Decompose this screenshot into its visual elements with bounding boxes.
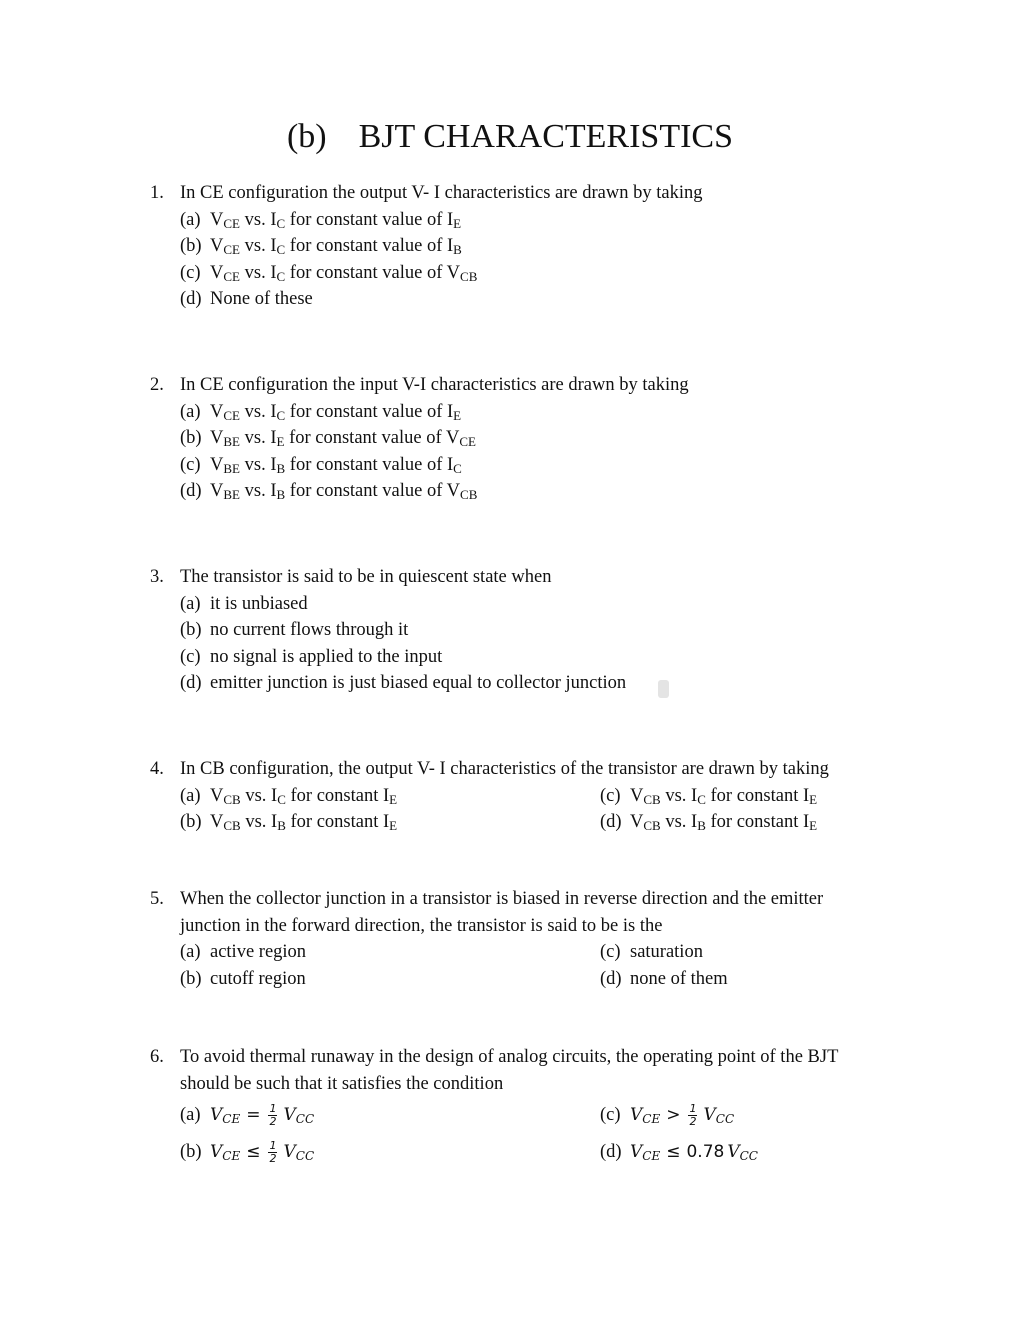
math-subscript: CE xyxy=(222,1112,241,1126)
math-subscript: CE xyxy=(222,1149,241,1163)
math-fraction xyxy=(268,1140,277,1165)
question-stem xyxy=(180,564,910,591)
question-number: 2. xyxy=(150,375,164,395)
stem-line: To avoid thermal runaway in the design of analog circuits, the operating point of the BJT xyxy=(180,1047,839,1067)
option-text: vs. I xyxy=(240,454,277,475)
option-text: for constant value of I xyxy=(285,454,454,475)
math-var: V xyxy=(283,1142,296,1162)
answer-options xyxy=(180,591,910,697)
math-var: V xyxy=(210,1142,223,1162)
subscript: CB xyxy=(643,818,661,833)
answer-option[interactable] xyxy=(180,207,910,234)
answer-options xyxy=(180,939,910,992)
option-text: V xyxy=(630,785,644,806)
answer-options xyxy=(180,783,910,836)
option-text: none of them xyxy=(630,968,728,989)
answer-option[interactable] xyxy=(600,1134,920,1171)
option-label: (d) xyxy=(600,1142,622,1162)
text-cursor-marker xyxy=(658,680,669,698)
option-text: vs. I xyxy=(240,812,278,832)
fraction-numerator: 1 xyxy=(269,1139,277,1152)
subscript: CB xyxy=(643,791,661,807)
answer-options xyxy=(180,207,910,313)
option-text: for constant value of V xyxy=(285,481,461,501)
option-label: (b) xyxy=(180,968,202,989)
math-subscript: CC xyxy=(295,1149,315,1163)
question-1 xyxy=(150,180,910,313)
stem-line: should be such that it satisfies the condition xyxy=(180,1073,504,1094)
answer-option[interactable] xyxy=(180,478,910,505)
subscript: BE xyxy=(223,460,240,476)
math-var: V xyxy=(630,1105,643,1125)
math-expression xyxy=(210,1102,315,1128)
option-text: vs. I xyxy=(240,481,277,501)
subscript: E xyxy=(453,407,462,423)
option-label: (a) xyxy=(180,593,201,614)
subscript: CB xyxy=(460,487,478,502)
answer-option[interactable] xyxy=(180,617,910,644)
option-label: (b) xyxy=(180,620,202,640)
subscript: C xyxy=(276,407,286,423)
question-2 xyxy=(150,372,910,505)
subscript: C xyxy=(276,268,286,284)
subscript: E xyxy=(809,791,818,807)
subscript: C xyxy=(697,791,706,807)
option-label: (c) xyxy=(180,646,201,667)
question-stem xyxy=(180,756,910,783)
option-label: (c) xyxy=(600,942,621,962)
option-text: V xyxy=(210,812,224,832)
subscript: E xyxy=(276,434,285,449)
subscript: B xyxy=(277,818,286,833)
subscript: C xyxy=(277,791,286,807)
subscript: CE xyxy=(223,215,240,231)
math-var: V xyxy=(283,1105,296,1125)
math-relation: = xyxy=(246,1105,261,1125)
option-text: V xyxy=(210,262,224,283)
math-var: V xyxy=(210,1105,223,1125)
option-label: (b) xyxy=(180,236,202,256)
answer-options xyxy=(180,399,910,505)
answer-option[interactable] xyxy=(180,644,910,671)
section-heading: BJT CHARACTERISTICS xyxy=(358,118,734,155)
option-text: for constant I xyxy=(705,785,810,806)
option-text: cutoff region xyxy=(210,968,306,989)
option-label: (a) xyxy=(180,1105,201,1125)
subscript: C xyxy=(453,460,462,476)
question-number: 6. xyxy=(150,1047,164,1067)
math-relation: ≤ xyxy=(666,1142,681,1162)
math-expression xyxy=(210,1139,315,1165)
stem-line: In CB configuration, the output V- I characteristics of the transistor are drawn by taking xyxy=(180,759,829,779)
stem-line: In CE configuration the output V- I characteristics are drawn by taking xyxy=(180,183,703,203)
option-text: vs. I xyxy=(660,785,698,806)
question-5 xyxy=(150,886,910,992)
subscript: C xyxy=(276,215,286,231)
answer-option[interactable] xyxy=(600,939,920,966)
answer-option[interactable] xyxy=(600,1097,920,1134)
answer-option[interactable] xyxy=(600,966,920,993)
math-relation: > xyxy=(666,1105,681,1125)
section-label: (b) xyxy=(286,118,327,155)
answer-option[interactable] xyxy=(180,260,910,287)
subscript: CB xyxy=(460,268,478,284)
option-label: (c) xyxy=(600,785,621,806)
option-text: for constant I xyxy=(705,812,810,832)
subscript: CE xyxy=(223,407,240,423)
subscript: CE xyxy=(223,242,240,257)
answer-option[interactable] xyxy=(180,809,600,836)
answer-option[interactable] xyxy=(180,591,910,618)
math-expression xyxy=(630,1142,758,1162)
answer-option[interactable] xyxy=(180,452,910,479)
option-text: V xyxy=(210,401,224,422)
option-text: None of these xyxy=(210,289,313,309)
option-label: (d) xyxy=(180,673,202,693)
option-text: vs. I xyxy=(240,236,277,256)
option-label: (d) xyxy=(600,812,622,832)
answer-option[interactable] xyxy=(600,809,920,836)
option-text: V xyxy=(210,428,224,448)
option-label: (d) xyxy=(600,968,622,989)
math-fraction xyxy=(688,1103,697,1128)
question-stem xyxy=(180,180,910,207)
answer-option[interactable] xyxy=(180,670,910,697)
option-text: vs. I xyxy=(240,262,277,283)
question-stem xyxy=(180,886,910,939)
fraction-denominator: 2 xyxy=(689,1115,697,1128)
subscript: CB xyxy=(223,818,241,833)
option-text: vs. I xyxy=(660,812,698,832)
answer-option[interactable] xyxy=(180,399,910,426)
fraction-denominator: 2 xyxy=(269,1115,277,1128)
option-text: for constant value of V xyxy=(285,262,461,283)
math-fraction xyxy=(268,1103,277,1128)
option-text: for constant value of V xyxy=(284,428,460,448)
option-text: vs. I xyxy=(240,401,277,422)
subscript: C xyxy=(276,242,286,257)
fraction-numerator: 1 xyxy=(269,1102,277,1115)
math-subscript: CE xyxy=(642,1112,661,1126)
answer-option[interactable] xyxy=(180,966,600,993)
option-text: for constant I xyxy=(285,812,390,832)
answer-option[interactable] xyxy=(180,783,600,810)
option-text: active region xyxy=(210,942,307,962)
option-text: vs. I xyxy=(240,209,277,230)
question-number: 5. xyxy=(150,889,164,909)
math-coefficient: 0.78 xyxy=(686,1142,725,1162)
question-number: 1. xyxy=(150,183,164,203)
option-text: V xyxy=(210,454,224,475)
answer-options xyxy=(180,1097,910,1171)
stem-line: When the collector junction in a transistor is biased in reverse direction and the emitter xyxy=(180,889,824,909)
fraction-denominator: 2 xyxy=(269,1152,277,1165)
option-text: vs. I xyxy=(240,785,278,806)
subscript: E xyxy=(809,818,818,833)
answer-option[interactable] xyxy=(180,425,910,452)
option-text: no current flows through it xyxy=(210,620,409,640)
question-number: 3. xyxy=(150,567,164,587)
answer-option[interactable] xyxy=(600,783,920,810)
option-text: for constant value of I xyxy=(285,209,454,230)
option-text: V xyxy=(210,481,224,501)
option-text: V xyxy=(210,236,224,256)
subscript: B xyxy=(276,487,286,502)
option-label: (a) xyxy=(180,209,201,230)
question-stem xyxy=(180,372,910,399)
math-var: V xyxy=(630,1142,643,1162)
subscript: E xyxy=(389,791,398,807)
option-text: it is unbiased xyxy=(210,593,308,614)
option-label: (a) xyxy=(180,942,201,962)
option-text: saturation xyxy=(630,942,703,962)
option-text: for constant I xyxy=(285,785,390,806)
subscript: BE xyxy=(223,487,240,502)
option-text: V xyxy=(630,812,644,832)
option-text: for constant value of I xyxy=(285,401,454,422)
option-label: (d) xyxy=(180,481,202,501)
option-label: (b) xyxy=(180,428,202,448)
math-subscript: CC xyxy=(739,1149,758,1163)
stem-line: The transistor is said to be in quiescent state when xyxy=(180,567,552,587)
option-text: vs. I xyxy=(240,428,277,448)
subscript: CB xyxy=(223,791,241,807)
question-4 xyxy=(150,756,910,836)
question-6 xyxy=(150,1044,910,1171)
answer-option[interactable] xyxy=(180,1097,600,1134)
math-var: V xyxy=(727,1142,740,1162)
fraction-numerator: 1 xyxy=(689,1102,697,1115)
subscript: CE xyxy=(459,434,476,449)
answer-option[interactable] xyxy=(180,939,600,966)
answer-option[interactable] xyxy=(180,233,910,260)
option-label: (a) xyxy=(180,401,201,422)
answer-option[interactable] xyxy=(180,286,910,313)
option-label: (b) xyxy=(180,812,202,832)
subscript: E xyxy=(453,215,462,231)
stem-line: In CE configuration the input V-I characteristics are drawn by taking xyxy=(180,375,689,395)
option-label: (b) xyxy=(180,1142,202,1162)
option-text: emitter junction is just biased equal to collector junction xyxy=(210,673,627,693)
subscript: E xyxy=(389,818,398,833)
math-relation: ≤ xyxy=(246,1142,261,1162)
math-subscript: CC xyxy=(295,1112,315,1126)
subscript: B xyxy=(276,460,286,476)
option-text: V xyxy=(210,209,224,230)
option-label: (c) xyxy=(180,262,201,283)
option-text: for constant value of I xyxy=(285,236,454,256)
subscript: CE xyxy=(223,268,240,284)
section-title xyxy=(0,118,1020,156)
option-label: (c) xyxy=(180,454,201,475)
math-subscript: CC xyxy=(715,1112,735,1126)
question-number: 4. xyxy=(150,759,164,779)
stem-line: junction in the forward direction, the transistor is said to be is the xyxy=(180,915,663,936)
option-text: no signal is applied to the input xyxy=(210,646,443,667)
option-text: V xyxy=(210,785,224,806)
math-var: V xyxy=(703,1105,716,1125)
subscript: B xyxy=(697,818,706,833)
math-expression xyxy=(630,1102,735,1128)
option-label: (a) xyxy=(180,785,201,806)
answer-option[interactable] xyxy=(180,1134,600,1171)
question-3 xyxy=(150,564,910,697)
subscript: B xyxy=(453,242,462,257)
option-label: (c) xyxy=(600,1105,621,1125)
option-label: (d) xyxy=(180,289,202,309)
subscript: BE xyxy=(223,434,240,449)
question-stem xyxy=(180,1044,910,1097)
math-subscript: CE xyxy=(642,1149,661,1163)
